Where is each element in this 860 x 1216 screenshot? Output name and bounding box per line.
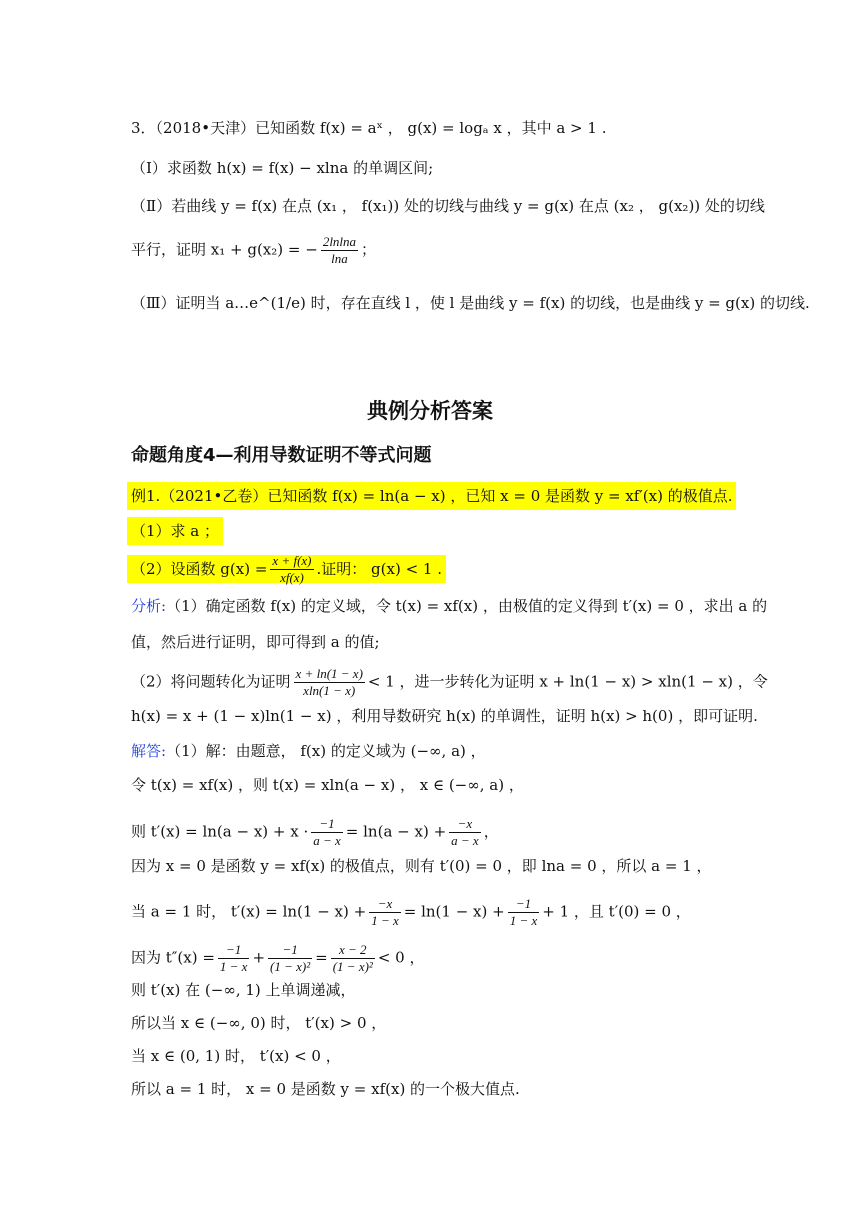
analysis-line3-fraction <box>294 666 365 699</box>
fraction-numerator: x + f(x) <box>272 553 312 568</box>
fraction-denominator: lna <box>331 251 348 266</box>
fraction-numerator: x − 2 <box>331 942 375 959</box>
fraction-numerator: −1 <box>311 816 343 833</box>
example1-q2-line <box>131 553 446 586</box>
solution-line5-mid: = ln(1 − x) + <box>403 902 505 921</box>
solution-line1 <box>131 741 486 761</box>
solution-text1: （1）解：由题意， f(x) 的定义域为 (−∞, a) ， <box>166 742 486 760</box>
analysis-line4: h(x) = x + (1 − x)ln(1 − x) ，利用导数研究 h(x) 的单调性，证明 h(x) > h(0) ，即可证明. <box>131 707 758 725</box>
solution-line6-fraction3 <box>331 942 375 975</box>
solution-line3-fraction2 <box>449 816 481 849</box>
fraction-numerator: −x <box>449 816 481 833</box>
fraction-denominator: a − x <box>451 833 479 848</box>
fraction-denominator: (1 − x)² <box>332 959 373 974</box>
solution-line5-fraction1 <box>369 896 401 929</box>
analysis-label: 分析: <box>131 597 167 615</box>
fraction-numerator: −x <box>369 896 401 913</box>
solution-line3-mid: = ln(a − x) + <box>345 822 447 841</box>
problem3-title: 3．（2018•天津）已知函数 f(x) = aˣ ， g(x) = logₐ x ，其中 a > 1 . <box>131 119 607 137</box>
example1-q2-prefix: （2）设函数 g(x) = <box>131 559 268 578</box>
solution-line8: 所以当 x ∈ (−∞, 0) 时， t′(x) > 0 ， <box>131 1014 387 1032</box>
solution-line6-fraction1 <box>218 942 250 975</box>
problem3-part3: （Ⅲ）证明当 a…e^(1/e) 时，存在直线 l ，使 l 是曲线 y = f(x) 的切线，也是曲线 y = g(x) 的切线. <box>131 294 810 312</box>
problem3-part2-line1: （Ⅱ）若曲线 y = f(x) 在点 (x₁ ， f(x₁)) 处的切线与曲线 y = g(x) 在点 (x₂ ， g(x₂)) 处的切线 <box>131 197 765 215</box>
solution-line6-fraction2 <box>268 942 312 975</box>
fraction-numerator: −1 <box>218 942 250 959</box>
problem3-part2-suffix: ； <box>361 240 377 259</box>
solution-line6-plus: + <box>252 948 266 967</box>
solution-line6-eq: = <box>315 948 328 967</box>
solution-line5-fraction2 <box>508 896 540 929</box>
analysis-text1: （1）确定函数 f(x) 的定义域，令 t(x) = xf(x) ，由极值的定义得到 t′(x) = 0 ，求出 a 的 <box>166 597 768 615</box>
solution-line10: 所以 a = 1 时， x = 0 是函数 y = xf(x) 的一个极大值点. <box>131 1080 520 1098</box>
example1-q2 <box>127 555 446 583</box>
example1-q1-line <box>131 521 223 541</box>
example1-q2-fraction <box>270 553 313 586</box>
problem3-part2-line2 <box>131 234 376 267</box>
solution-label: 解答: <box>131 742 167 760</box>
solution-line3-prefix: 则 t′(x) = ln(a − x) + x · <box>131 822 309 841</box>
solution-line6 <box>131 942 424 975</box>
fraction-denominator: (1 − x)² <box>270 959 311 974</box>
solution-line5 <box>131 896 691 929</box>
fraction-denominator: xln(1 − x) <box>303 683 356 698</box>
analysis-line2: 值，然后进行证明，即可得到 a 的值; <box>131 633 380 651</box>
fraction-denominator: 1 − x <box>219 959 248 974</box>
analysis-line3-suffix: < 1 ，进一步转化为证明 x + ln(1 − x) > xln(1 − x) ，令 <box>367 672 768 691</box>
fraction-denominator: 1 − x <box>371 913 399 928</box>
example1-title: 例1.（2021•乙卷）已知函数 f(x) = ln(a − x) ，已知 x = 0 是函数 y = xf′(x) 的极值点. <box>127 482 736 510</box>
example1-title-line <box>131 486 736 506</box>
problem3-part1: （Ⅰ）求函数 h(x) = f(x) − xlna 的单调区间; <box>131 159 434 177</box>
analysis-line3 <box>131 666 768 699</box>
solution-line9: 当 x ∈ (0, 1) 时， t′(x) < 0 ， <box>131 1047 341 1065</box>
problem3-part2-fraction <box>321 234 358 267</box>
solution-line6-prefix: 因为 t″(x) = <box>131 948 215 967</box>
topic-title: 命题角度4—利用导数证明不等式问题 <box>131 445 432 466</box>
fraction-denominator: a − x <box>313 833 341 848</box>
problem3-part2-prefix: 平行，证明 x₁ + g(x₂) = − <box>131 240 318 259</box>
fraction-numerator: x + ln(1 − x) <box>295 666 363 681</box>
example1-q2-suffix: .证明： g(x) < 1 . <box>316 559 443 578</box>
solution-line6-suffix: < 0 ， <box>377 948 425 967</box>
fraction-denominator: xf(x) <box>280 570 304 585</box>
solution-line7: 则 t′(x) 在 (−∞, 1) 上单调递减， <box>131 981 356 999</box>
solution-line3 <box>131 816 499 849</box>
solution-line5-suffix: + 1 ，且 t′(0) = 0 ， <box>542 902 691 921</box>
fraction-denominator: 1 − x <box>509 913 538 928</box>
solution-line3-suffix: ， <box>483 822 499 841</box>
analysis-line1 <box>131 596 767 616</box>
solution-line5-prefix: 当 a = 1 时， t′(x) = ln(1 − x) + <box>131 902 367 921</box>
fraction-numerator: 2lnlna <box>322 234 357 249</box>
section-title: 典例分析答案 <box>367 399 493 423</box>
solution-line2: 令 t(x) = xf(x) ，则 t(x) = xln(a − x) ， x ∈ (−∞, a) ， <box>131 776 524 794</box>
fraction-numerator: −1 <box>508 896 540 913</box>
fraction-numerator: −1 <box>268 942 312 959</box>
solution-line4: 因为 x = 0 是函数 y = xf(x) 的极值点，则有 t′(0) = 0 ，即 lna = 0 ，所以 a = 1 ， <box>131 857 712 875</box>
analysis-line3-prefix: （2）将问题转化为证明 <box>131 672 291 691</box>
example1-q1: （1）求 a ； <box>127 517 223 545</box>
solution-line3-fraction1 <box>311 816 343 849</box>
